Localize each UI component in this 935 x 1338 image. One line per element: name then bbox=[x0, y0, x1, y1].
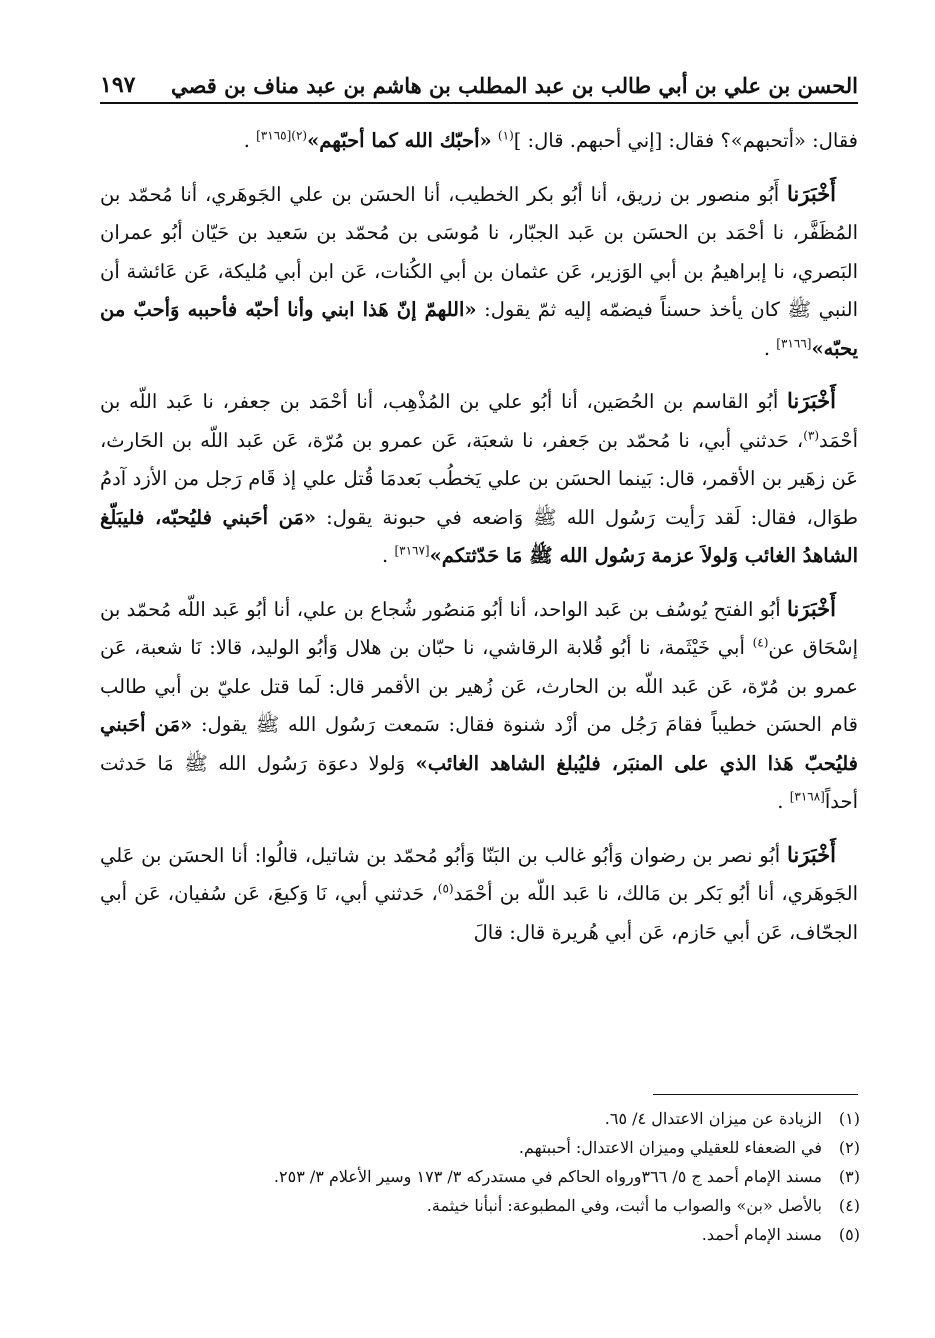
paragraph-end: . bbox=[763, 336, 771, 360]
footnote-number: (٢) bbox=[838, 1138, 860, 1157]
footnote-number: (٤) bbox=[838, 1196, 860, 1215]
footnote-ref: (٤) bbox=[752, 635, 769, 650]
paragraph-text: أبُو نصر بن رضوان وَأبُو غالب بن البَنّا وَأبُو مُحمّد بن شاتيل، قالُوا: أنا الحسَن بن عَلي الجَوهَري، أنا أبُو بَكر بن مَالك، نا عَبد اللّه بن أحْمَد bbox=[100, 843, 858, 905]
footnote-number: (٥) bbox=[838, 1225, 860, 1244]
paragraph-text-cont: وَلولا دعوَة رَسُول الله ﷺ مَا حَدثت أحداً bbox=[100, 751, 858, 813]
paragraph-end: . bbox=[777, 790, 784, 813]
footnote-ref: (٥) bbox=[437, 881, 454, 896]
paragraph-5 bbox=[100, 836, 858, 953]
page-header bbox=[100, 58, 858, 104]
paragraph-text: أَبُو منصور بن زريق، أنا أبُو بكر الخطيب، أنا الحسَن بن علي الجَوهَري، أنا مُحمّد بن المُظَفَّر، نا أحْمَد بن الحسَن بن عَبد الجبّار، نا مُوسَى بن مُحمّد بن سَعيد بن حَيّان أبُو عمران البَصري، نا إبراهيمُ بن أبي الوَزير، عَن عثمان بن أبي الكُنات، عَن ابن أبي مُليكة، عَن عَائشة أن النبي ﷺ كان يأخذ حسناً فيضمّه إليه ثمّ يقول: bbox=[100, 182, 858, 321]
isnad-lead-word: أَخْبَرَنا bbox=[787, 180, 837, 206]
footnote-item bbox=[100, 1104, 860, 1133]
footnote-text: مسند الإمام أحمد. bbox=[701, 1225, 822, 1244]
paragraph-3 bbox=[100, 382, 858, 576]
isnad-lead-word: أَخْبَرَنا bbox=[787, 595, 836, 621]
page-number: ١٩٧ bbox=[100, 72, 136, 98]
isnad-lead-word: أَخْبَرَنا bbox=[787, 388, 836, 413]
paragraph-text-cont: ، حَدثني أبي، نا مُحمّد بن جَعفر، نا شعبَة، عَن عمرو بن مُرّة، عَن عَبد اللّه بن الحَارث، عَن زهَير بن الأقمر، قال: بَينما الحسَن بن علي يَخطُب بَعدمَا قُتل علي إذ قَام رَجل من الأزد آدمُ طوَال، فقال: لَقد رَأيت رَسُول الله ﷺ وَاضعه في حبونة يقول: bbox=[100, 428, 858, 529]
paragraph-text: فقال: «أتحبهم»؟ فقال: [إني أحبهم. قال: ] bbox=[513, 129, 858, 152]
hadith-number: [٣١٦٦] bbox=[776, 336, 812, 350]
paragraph-text-cont: ، حَدثني أبي، نَا وَكيعَ، عَن سُفيان، عَن أبي الجحّاف، عَن أبي حَازم، عَن أبي هُريرة قال: قالَ bbox=[100, 882, 858, 944]
footnote-text: في الضعفاء للعقيلي وميزان الاعتدال: أحببتهم. bbox=[518, 1138, 822, 1157]
footnote-number: (٣) bbox=[838, 1167, 860, 1186]
paragraph-text: أبُو الفتح يُوسُف بن عَبد الواحد، أنا أبُو مَنصُور شُجاع بن علي، أنا أبُو عَبد اللّه مُحمّد بن إسْحَاق عن bbox=[100, 597, 859, 659]
hadith-quote: «أحبّك الله كما أحبّهم» bbox=[307, 129, 492, 152]
footnote-number: (١) bbox=[838, 1109, 860, 1128]
main-text bbox=[100, 122, 858, 966]
footnote-ref: (١) bbox=[497, 128, 514, 143]
hadith-quote: «اللهمّ إنّ هَذا ابني وأنا أحبّه فأحببه وَأحبّ من يحبّه» bbox=[100, 298, 858, 360]
footnotes bbox=[100, 1104, 860, 1249]
paragraph-2 bbox=[100, 175, 858, 369]
footnote-item bbox=[100, 1162, 860, 1191]
hadith-quote: «مَن أحَبني فليُحبّه، فليبَلّغ الشاهدُ الغائب وَلولاَ عزمة رَسُول الله ﷺ مَا حَدّثتكم» bbox=[100, 505, 858, 567]
footnote-item bbox=[100, 1133, 860, 1162]
hadith-quote: «مَن أحَبني فليُحبّ هَذا الذي على المنبَر، فليُبلغ الشاهد الغائب» bbox=[100, 713, 858, 775]
footnote-text: الزيادة عن ميزان الاعتدال ٤/ ٦٥. bbox=[604, 1109, 822, 1128]
hadith-number: [٣١٦٨] bbox=[789, 789, 825, 804]
footnote-divider bbox=[653, 1094, 858, 1095]
paragraph-1 bbox=[100, 122, 858, 161]
paragraph-end: . bbox=[382, 544, 389, 567]
hadith-number: [٣١٦٥] bbox=[256, 128, 292, 143]
footnote-ref: (٢) bbox=[291, 128, 308, 143]
footnote-text: مسند الإمام أحمد ج ٥/ ٣٦٦ورواه الحاكم في مستدركه ٣/ ١٧٣ وسير الأعلام ٣/ ٢٥٣. bbox=[273, 1167, 822, 1186]
running-head: الحسن بن علي بن أبي طالب بن عبد المطلب بن هاشم بن عبد مناف بن قصي bbox=[171, 73, 858, 98]
footnote-item bbox=[100, 1191, 860, 1220]
footnote-ref: (٣) bbox=[803, 428, 820, 442]
paragraph-text: أبُو القاسم بن الحُصَين، أنا أبُو علي بن المُذْهِب، أنا أحْمَد بن جعفر، نا عَبد اللّه بن أحْمَد bbox=[100, 390, 858, 452]
paragraph-end: . bbox=[243, 129, 250, 152]
paragraph-text-cont: أبي خَيْثَمة، نا أبُو قُلابة الرقاشي، نا حبّان بن هلال وَأبُو الوليد، قالا: نَا شعبة، عَن عمرو بن مُرّة، عَن عَبد اللّه بن الحارث، عَن زُهير بن الأقمر قال: لَما قتل عليّ بن أبي طالب قام الحسَن خطيباً فقامَ رَجُل من أزْد شنوة فقال: سَمعت رَسُول الله ﷺ يقول: bbox=[100, 636, 858, 736]
footnote-text: بالأصل «بن» والصواب ما أثبت، وفي المطبوعة: أنبأنا خيثمة. bbox=[426, 1196, 822, 1215]
isnad-lead-word: أَخْبَرَنا bbox=[787, 841, 837, 867]
hadith-number: [٣١٦٧] bbox=[394, 543, 430, 558]
footnote-item bbox=[100, 1220, 860, 1249]
paragraph-4 bbox=[100, 590, 858, 822]
